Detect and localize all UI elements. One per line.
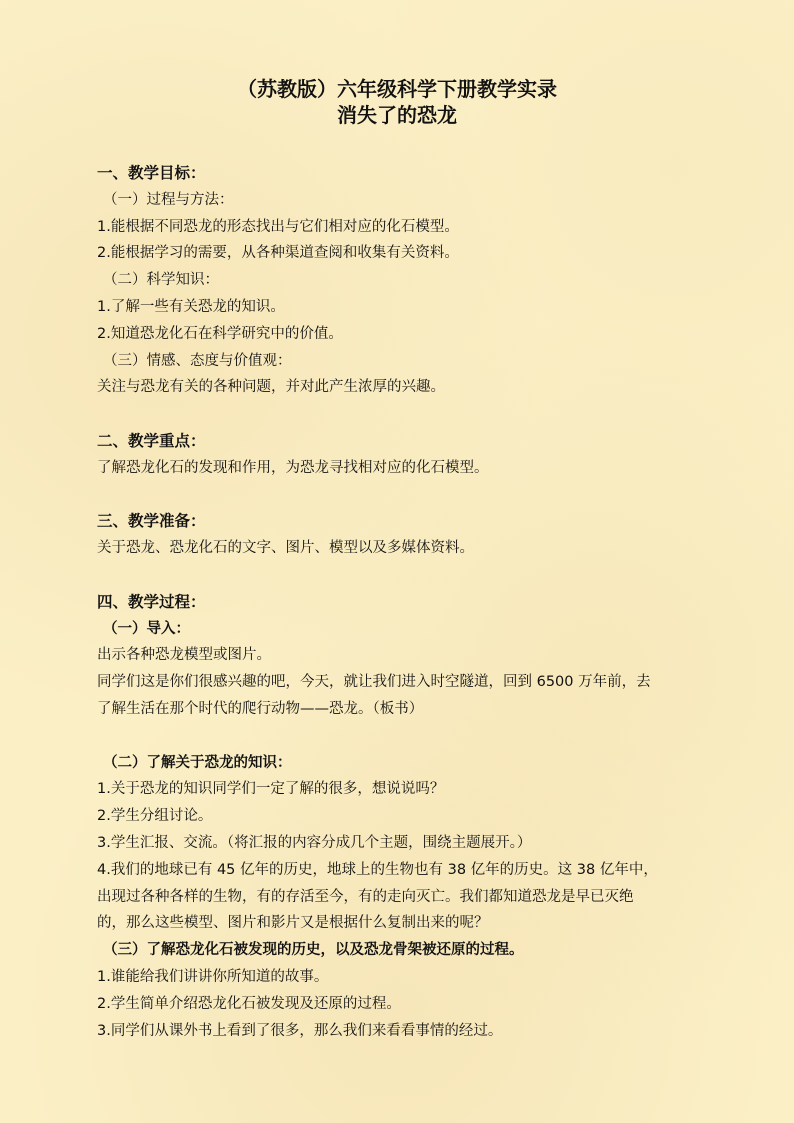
list-item: 关注与恐龙有关的各种问题，并对此产生浓厚的兴趣。 xyxy=(97,379,445,396)
list-item: 2.学生分组讨论。 xyxy=(97,808,213,825)
spacer xyxy=(97,562,699,589)
section-heading-goals: 一、教学目标： xyxy=(97,163,206,182)
document-title xyxy=(0,76,794,128)
list-item: 3.同学们从课外书上看到了很多，那么我们来看看事情的经过。 xyxy=(97,1022,503,1039)
document-body xyxy=(97,160,699,1044)
list-item: 2.能根据学习的需要，从各种渠道查阅和收集有关资料。 xyxy=(97,245,459,262)
list-item: 2.学生简单介绍恐龙化石被发现及还原的过程。 xyxy=(97,995,401,1012)
section-heading-key-points: 二、教学重点： xyxy=(97,430,206,450)
subheading-dinosaur-knowledge: （二）了解关于恐龙的知识： xyxy=(103,754,292,771)
list-item: 3.学生汇报、交流。（将汇报的内容分成几个主题，围绕主题展开。） xyxy=(97,834,532,851)
list-item: 1.了解一些有关恐龙的知识。 xyxy=(97,298,285,315)
subheading-science-knowledge: （二）科学知识： xyxy=(103,272,219,289)
section-heading-process: 四、教学过程： xyxy=(97,591,206,611)
spacer xyxy=(97,482,699,509)
paragraph-line: 的，那么这些模型、图片和影片又是根据什么复制出来的呢？ xyxy=(97,915,489,932)
paragraph-line: 4.我们的地球已有 45 亿年的历史，地球上的生物也有 38 亿年的历史。这 38 亿年中， xyxy=(97,861,658,878)
paragraph: 了解恐龙化石的发现和作用，为恐龙寻找相对应的化石模型。 xyxy=(97,459,489,476)
spacer xyxy=(97,723,699,750)
paragraph: 出示各种恐龙模型或图片。 xyxy=(97,647,271,664)
paragraph-line: 同学们这是你们很感兴趣的吧，今天，就让我们进入时空隧道，回到 6500 万年前，去 xyxy=(97,674,651,691)
subheading-attitude-values: （三）情感、态度与价值观： xyxy=(103,352,292,369)
subheading-introduction: （一）导入： xyxy=(103,620,190,637)
list-item: 1.谁能给我们讲讲你所知道的故事。 xyxy=(97,968,329,985)
list-item: 2.知道恐龙化石在科学研究中的价值。 xyxy=(97,325,343,342)
title-line-2: 消失了的恐龙 xyxy=(337,103,457,127)
section-heading-preparation: 三、教学准备： xyxy=(97,511,206,531)
list-item: 1.能根据不同恐龙的形态找出与它们相对应的化石模型。 xyxy=(97,218,459,235)
subheading-process-method: （一）过程与方法： xyxy=(103,191,234,208)
title-line-1: （苏教版）六年级科学下册教学实录 xyxy=(237,77,557,101)
paragraph: 关于恐龙、恐龙化石的文字、图片、模型以及多媒体资料。 xyxy=(97,540,474,557)
paragraph-line: 了解生活在那个时代的爬行动物——恐龙。（板书） xyxy=(97,700,424,717)
paragraph-line: 出现过各种各样的生物，有的存活至今，有的走向灭亡。我们都知道恐龙是早已灭绝 xyxy=(97,888,634,905)
subheading-fossil-history: （三）了解恐龙化石被发现的历史，以及恐龙骨架被还原的过程。 xyxy=(103,942,524,959)
spacer xyxy=(97,401,699,428)
list-item: 1.关于恐龙的知识同学们一定了解的很多，想说说吗？ xyxy=(97,781,445,798)
